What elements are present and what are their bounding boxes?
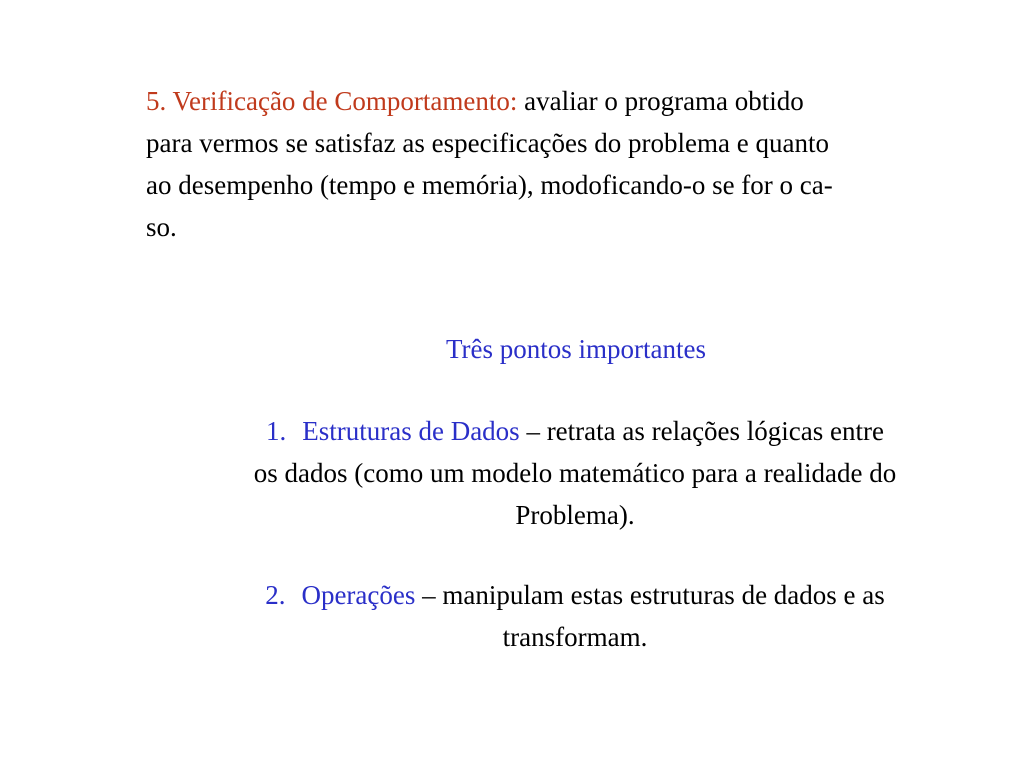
list-item-number: 2. xyxy=(265,580,286,610)
list-item-line-2: os dados (como um modelo matemático para a realidade do xyxy=(253,458,897,488)
list-item-estruturas xyxy=(130,410,1020,536)
list-item-line-3: Problema). xyxy=(515,500,635,530)
paragraph-heading: 5. Verificação de Comportamento: xyxy=(146,86,518,116)
list-item-line-1-text: – retrata as relações lógicas entre xyxy=(519,416,884,446)
list-item-line-1 xyxy=(130,410,1020,452)
list-item-term: Operações xyxy=(301,580,416,610)
list-item-line-1-text: – manipulam estas estruturas de dados e as xyxy=(415,580,885,610)
paragraph-line-4: so. xyxy=(146,212,177,242)
list-item-term: Estruturas de Dados xyxy=(302,416,520,446)
paragraph-verificacao xyxy=(146,80,1016,248)
paragraph-line-3: ao desempenho (tempo e memória), modoficando-o se for o ca- xyxy=(146,170,833,200)
section-subtitle: Três pontos importantes xyxy=(445,334,706,364)
list-item-operacoes xyxy=(130,574,1020,658)
list-item-line-1 xyxy=(130,574,1020,616)
list-item-number: 1. xyxy=(265,416,287,446)
paragraph-line-1 xyxy=(146,80,1016,122)
paragraph-line-2: para vermos se satisfaz as especificações do problema e quanto xyxy=(146,128,829,158)
list-item-line-2: transformam. xyxy=(502,622,648,652)
paragraph-line-1-text: avaliar o programa obtido xyxy=(517,86,804,116)
